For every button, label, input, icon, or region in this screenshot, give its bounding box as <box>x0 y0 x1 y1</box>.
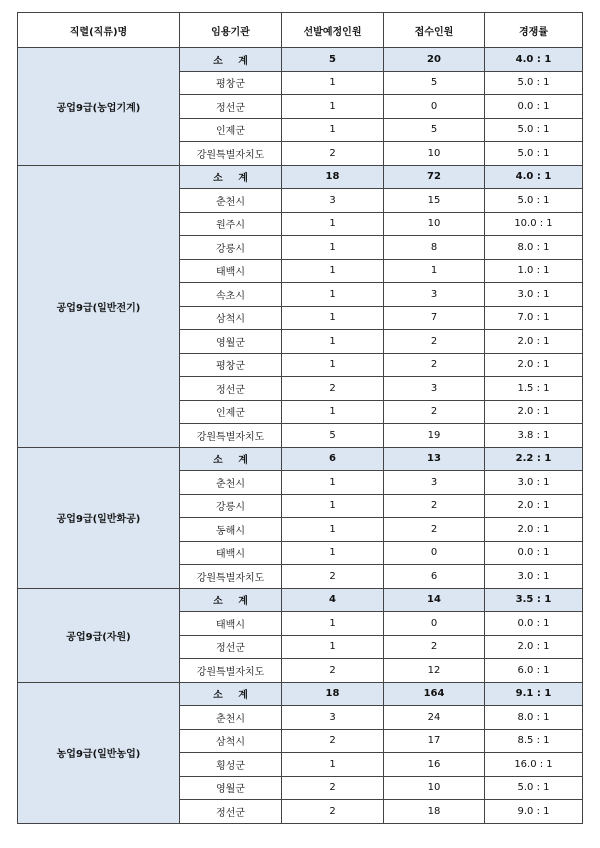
ratio-cell: 0.0 : 1 <box>485 95 583 119</box>
subtotal-label: 소 계 <box>180 165 282 189</box>
applicants-cell: 3 <box>384 471 485 495</box>
subtotal-applicants: 72 <box>384 165 485 189</box>
planned-cell: 2 <box>282 142 384 166</box>
header-job-series: 직렬(직류)명 <box>18 13 180 48</box>
ratio-cell: 2.0 : 1 <box>485 518 583 542</box>
applicants-cell: 5 <box>384 71 485 95</box>
agency-cell: 삼척시 <box>180 729 282 753</box>
subtotal-planned: 18 <box>282 682 384 706</box>
applicants-cell: 2 <box>384 400 485 424</box>
agency-cell: 영월군 <box>180 330 282 354</box>
ratio-cell: 5.0 : 1 <box>485 118 583 142</box>
applicants-cell: 5 <box>384 118 485 142</box>
applicants-cell: 16 <box>384 753 485 777</box>
ratio-cell: 16.0 : 1 <box>485 753 583 777</box>
subtotal-ratio: 2.2 : 1 <box>485 447 583 471</box>
subtotal-row <box>18 447 583 471</box>
ratio-cell: 7.0 : 1 <box>485 306 583 330</box>
ratio-cell: 8.5 : 1 <box>485 729 583 753</box>
subtotal-planned: 18 <box>282 165 384 189</box>
ratio-cell: 3.0 : 1 <box>485 283 583 307</box>
subtotal-ratio: 3.5 : 1 <box>485 588 583 612</box>
agency-cell: 동해시 <box>180 518 282 542</box>
subtotal-applicants: 20 <box>384 48 485 72</box>
agency-cell: 태백시 <box>180 259 282 283</box>
applicants-cell: 2 <box>384 353 485 377</box>
ratio-cell: 3.8 : 1 <box>485 424 583 448</box>
planned-cell: 5 <box>282 424 384 448</box>
agency-cell: 속초시 <box>180 283 282 307</box>
agency-cell: 태백시 <box>180 612 282 636</box>
applicants-cell: 0 <box>384 95 485 119</box>
subtotal-applicants: 164 <box>384 682 485 706</box>
agency-cell: 삼척시 <box>180 306 282 330</box>
job-series-name: 공업9급(일반전기) <box>18 165 180 447</box>
header-ratio: 경쟁률 <box>485 13 583 48</box>
subtotal-label: 소 계 <box>180 682 282 706</box>
header-applicants: 접수인원 <box>384 13 485 48</box>
planned-cell: 3 <box>282 189 384 213</box>
planned-cell: 1 <box>282 95 384 119</box>
planned-cell: 1 <box>282 259 384 283</box>
applicants-cell: 0 <box>384 612 485 636</box>
agency-cell: 춘천시 <box>180 706 282 730</box>
agency-cell: 인제군 <box>180 118 282 142</box>
ratio-cell: 2.0 : 1 <box>485 400 583 424</box>
agency-cell: 강릉시 <box>180 236 282 260</box>
ratio-cell: 0.0 : 1 <box>485 612 583 636</box>
applicants-cell: 24 <box>384 706 485 730</box>
ratio-cell: 2.0 : 1 <box>485 353 583 377</box>
subtotal-applicants: 13 <box>384 447 485 471</box>
planned-cell: 1 <box>282 236 384 260</box>
subtotal-planned: 6 <box>282 447 384 471</box>
subtotal-label: 소 계 <box>180 588 282 612</box>
applicants-cell: 15 <box>384 189 485 213</box>
header-agency: 임용기관 <box>180 13 282 48</box>
planned-cell: 2 <box>282 565 384 589</box>
planned-cell: 2 <box>282 800 384 824</box>
planned-cell: 1 <box>282 118 384 142</box>
planned-cell: 1 <box>282 71 384 95</box>
applicants-cell: 2 <box>384 330 485 354</box>
agency-cell: 원주시 <box>180 212 282 236</box>
agency-cell: 강릉시 <box>180 494 282 518</box>
agency-cell: 평창군 <box>180 71 282 95</box>
ratio-cell: 2.0 : 1 <box>485 635 583 659</box>
agency-cell: 인제군 <box>180 400 282 424</box>
subtotal-row <box>18 682 583 706</box>
job-series-name: 공업9급(자원) <box>18 588 180 682</box>
applicants-cell: 7 <box>384 306 485 330</box>
applicants-cell: 19 <box>384 424 485 448</box>
job-series-name: 공업9급(농업기계) <box>18 48 180 166</box>
applicants-cell: 10 <box>384 212 485 236</box>
ratio-cell: 5.0 : 1 <box>485 189 583 213</box>
agency-cell: 강원특별자치도 <box>180 424 282 448</box>
agency-cell: 평창군 <box>180 353 282 377</box>
planned-cell: 1 <box>282 283 384 307</box>
planned-cell: 1 <box>282 212 384 236</box>
planned-cell: 1 <box>282 518 384 542</box>
planned-cell: 1 <box>282 330 384 354</box>
ratio-cell: 8.0 : 1 <box>485 236 583 260</box>
agency-cell: 강원특별자치도 <box>180 142 282 166</box>
header-row <box>18 13 583 48</box>
ratio-cell: 10.0 : 1 <box>485 212 583 236</box>
subtotal-label: 소 계 <box>180 447 282 471</box>
planned-cell: 1 <box>282 353 384 377</box>
subtotal-label: 소 계 <box>180 48 282 72</box>
ratio-cell: 2.0 : 1 <box>485 494 583 518</box>
ratio-cell: 1.0 : 1 <box>485 259 583 283</box>
ratio-cell: 5.0 : 1 <box>485 71 583 95</box>
applicants-cell: 3 <box>384 283 485 307</box>
subtotal-row <box>18 165 583 189</box>
applicants-cell: 17 <box>384 729 485 753</box>
subtotal-applicants: 14 <box>384 588 485 612</box>
applicants-cell: 0 <box>384 541 485 565</box>
planned-cell: 1 <box>282 400 384 424</box>
planned-cell: 2 <box>282 729 384 753</box>
applicants-cell: 12 <box>384 659 485 683</box>
agency-cell: 영월군 <box>180 776 282 800</box>
applicants-cell: 8 <box>384 236 485 260</box>
ratio-cell: 3.0 : 1 <box>485 471 583 495</box>
applicants-cell: 10 <box>384 776 485 800</box>
planned-cell: 2 <box>282 377 384 401</box>
subtotal-ratio: 4.0 : 1 <box>485 48 583 72</box>
applicants-cell: 2 <box>384 635 485 659</box>
agency-cell: 춘천시 <box>180 189 282 213</box>
planned-cell: 2 <box>282 776 384 800</box>
subtotal-ratio: 4.0 : 1 <box>485 165 583 189</box>
planned-cell: 1 <box>282 306 384 330</box>
applicants-cell: 2 <box>384 494 485 518</box>
planned-cell: 2 <box>282 659 384 683</box>
ratio-cell: 8.0 : 1 <box>485 706 583 730</box>
planned-cell: 1 <box>282 753 384 777</box>
subtotal-ratio: 9.1 : 1 <box>485 682 583 706</box>
ratio-cell: 3.0 : 1 <box>485 565 583 589</box>
ratio-cell: 5.0 : 1 <box>485 776 583 800</box>
planned-cell: 1 <box>282 494 384 518</box>
planned-cell: 1 <box>282 471 384 495</box>
planned-cell: 1 <box>282 541 384 565</box>
ratio-cell: 2.0 : 1 <box>485 330 583 354</box>
agency-cell: 정선군 <box>180 635 282 659</box>
planned-cell: 1 <box>282 635 384 659</box>
agency-cell: 춘천시 <box>180 471 282 495</box>
subtotal-planned: 5 <box>282 48 384 72</box>
agency-cell: 정선군 <box>180 800 282 824</box>
planned-cell: 1 <box>282 612 384 636</box>
applicants-cell: 6 <box>384 565 485 589</box>
job-series-name: 공업9급(일반화공) <box>18 447 180 588</box>
subtotal-row <box>18 48 583 72</box>
table-body <box>18 48 583 824</box>
agency-cell: 강원특별자치도 <box>180 659 282 683</box>
agency-cell: 정선군 <box>180 95 282 119</box>
competition-rate-table <box>17 12 583 824</box>
agency-cell: 횡성군 <box>180 753 282 777</box>
ratio-cell: 5.0 : 1 <box>485 142 583 166</box>
ratio-cell: 1.5 : 1 <box>485 377 583 401</box>
applicants-cell: 3 <box>384 377 485 401</box>
ratio-cell: 9.0 : 1 <box>485 800 583 824</box>
agency-cell: 정선군 <box>180 377 282 401</box>
ratio-cell: 0.0 : 1 <box>485 541 583 565</box>
planned-cell: 3 <box>282 706 384 730</box>
agency-cell: 강원특별자치도 <box>180 565 282 589</box>
applicants-cell: 10 <box>384 142 485 166</box>
subtotal-row <box>18 588 583 612</box>
applicants-cell: 18 <box>384 800 485 824</box>
agency-cell: 태백시 <box>180 541 282 565</box>
applicants-cell: 2 <box>384 518 485 542</box>
header-planned: 선발예정인원 <box>282 13 384 48</box>
ratio-cell: 6.0 : 1 <box>485 659 583 683</box>
job-series-name: 농업9급(일반농업) <box>18 682 180 823</box>
applicants-cell: 1 <box>384 259 485 283</box>
subtotal-planned: 4 <box>282 588 384 612</box>
